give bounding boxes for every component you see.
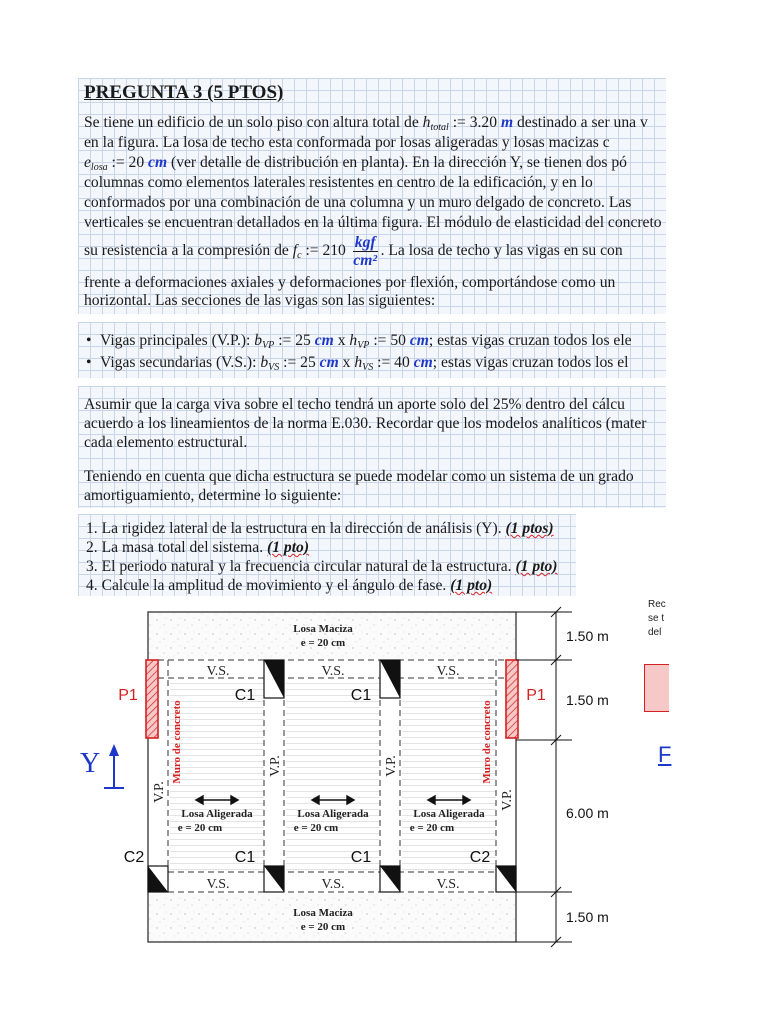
ribbed-slab-panel-2: [286, 678, 380, 870]
side-note-cropped: Rec se t del: [648, 599, 666, 638]
beam-sections: [78, 322, 666, 378]
column-c1-top-right: [380, 660, 400, 698]
units-fraction: $\frac{\text{kgf}}{\text{cm²}}$: [353, 234, 378, 269]
column-tag-c1-top-left: C1: [234, 687, 256, 704]
column-c1-bottom-right: [380, 866, 400, 892]
question-4: 4. Calcule la amplitud de movimiento y el ángulo de fase. (1 pto): [86, 577, 493, 594]
concrete-wall-label-left: Muro de concreto: [171, 700, 183, 784]
statement-line-3: $e_{losa}$ := 20 cm (ver detalle de distribución en planta). En la dirección Y, se tienen dos pó: [84, 154, 627, 173]
statement-line-9: horizontal. Las secciones de las vigas son las siguientes:: [84, 292, 436, 309]
statement-line-2: en la figura. La losa de techo esta conformada por losas aligeradas y losas macizas c: [84, 134, 610, 151]
dimension-4: 1.50 m: [566, 909, 609, 925]
problem-statement: [78, 78, 666, 314]
column-c1-bottom-left: [264, 866, 284, 892]
statement-line-1: Se tiene un edificio de un solo piso con altura total de $h_{total}$ := 3.20 m destinado a ser una v: [84, 114, 648, 133]
dimension-2: 1.50 m: [566, 692, 609, 708]
note-line-2: acuerdo a los lineamientos de la norma E.030. Recordar que los modelos analíticos (mater: [84, 415, 647, 432]
secondary-beam-label-3: V.S.: [436, 664, 460, 679]
ribbed-slab-thickness-2: e = 20 cm: [293, 822, 339, 834]
concrete-wall-label-right: Muro de concreto: [481, 700, 493, 784]
column-tag-c1-bottom-left: C1: [234, 849, 256, 866]
floor-plan-figure: [0, 598, 640, 958]
ribbed-slab-label-1: Losa Aligerada: [181, 808, 253, 820]
statement-line-5: conformados por una combinación de una columna y un muro delgado de concreto. Las: [84, 194, 632, 211]
column-c2-bottom-left: [148, 866, 168, 892]
solid-slab-top-label: Losa Maciza: [293, 623, 353, 635]
side-wall-swatch: [644, 664, 669, 712]
column-tag-c2-left: C2: [123, 849, 145, 866]
wall-p1-left: [146, 660, 158, 738]
wall-tag-p1-right: P1: [526, 687, 546, 704]
column-tag-c2-right: C2: [469, 849, 491, 866]
dimension-3: 6.00 m: [566, 805, 609, 821]
main-beam-label-4: V.P.: [500, 789, 515, 811]
secondary-beam-label-5: V.S.: [321, 877, 345, 892]
main-beam-label-2: V.P.: [268, 755, 283, 777]
statement-line-8: frente a deformaciones axiales y deformaciones por flexión, comportándose como un: [84, 274, 616, 291]
column-tag-c1-bottom-right: C1: [350, 849, 372, 866]
question-1: 1. La rigidez lateral de la estructura en la dirección de análisis (Y). (1 ptos): [86, 520, 554, 537]
note-line-1: Asumir que la carga viva sobre el techo tendrá un aporte solo del 25% dentro del cálcu: [84, 396, 625, 413]
secondary-beam-label-4: V.S.: [206, 877, 230, 892]
question-3: 3. El periodo natural y la frecuencia circular natural de la estructura. (1 pto): [86, 558, 558, 575]
note-line-4: Teniendo en cuenta que dicha estructura se puede modelar como un sistema de un grado: [84, 468, 634, 485]
y-axis-label: Y: [80, 748, 101, 779]
ribbed-slab-label-3: Losa Aligerada: [413, 808, 485, 820]
statement-line-7: su resistencia a la compresión de $f_c$ := 210 $\frac{\text{kgf}}{\text{cm²}}$ . La losa de techo y las vigas en su con: [84, 234, 623, 269]
statement-line-4: columnas como elementos laterales resistentes en centro de la edificación, y en lo: [84, 174, 593, 191]
note-line-3: cada elemento estructural.: [84, 434, 248, 451]
analysis-notes: [78, 386, 666, 508]
solid-slab-bottom-thickness: e = 20 cm: [300, 921, 346, 933]
y-axis-indicator: [80, 744, 124, 788]
column-tag-c1-top-right: C1: [350, 687, 372, 704]
column-c2-bottom-right: [496, 866, 516, 892]
secondary-beam-label-2: V.S.: [321, 664, 345, 679]
statement-line-6: verticales se encuentran detallados en la última figura. El módulo de elasticidad del concreto: [84, 214, 662, 231]
ribbed-slab-label-2: Losa Aligerada: [297, 808, 369, 820]
question-2: 2. La masa total del sistema. (1 pto): [86, 539, 310, 556]
dimension-1: 1.50 m: [566, 628, 609, 644]
ribbed-slab-thickness-3: e = 20 cm: [409, 822, 455, 834]
wall-p1-right: [506, 660, 518, 738]
dimension-lines: [516, 607, 572, 947]
wall-tag-p1-left: P1: [118, 687, 138, 704]
beam-vp-item: • Vigas principales (V.P.): $b_{VP}$ := 25 cm x $h_{VP}$ := 50 cm; estas vigas cruzan todos los ele: [100, 332, 632, 351]
solid-slab-top: [149, 613, 515, 659]
questions-list: [78, 514, 576, 596]
note-line-5: amortiguamiento, determine lo siguiente:: [84, 487, 342, 504]
column-c1-top-left: [264, 660, 284, 698]
problem-title: PREGUNTA 3 (5 PTOS): [84, 82, 284, 103]
main-beam-label-1: V.P.: [152, 781, 167, 803]
main-beam-label-3: V.P.: [384, 755, 399, 777]
secondary-beam-label-6: V.S.: [436, 877, 460, 892]
solid-slab-top-thickness: e = 20 cm: [300, 637, 346, 649]
ribbed-slab-thickness-1: e = 20 cm: [177, 822, 223, 834]
ribbed-slab-panel-1: [170, 678, 264, 870]
beam-vs-item: • Vigas secundarias (V.S.): $b_{VS}$ := 25 cm x $h_{VS}$ := 40 cm; estas vigas cruzan todos los el: [100, 354, 629, 373]
side-letter: F: [658, 742, 672, 767]
secondary-beam-label-1: V.S.: [206, 664, 230, 679]
solid-slab-bottom-label: Losa Maciza: [293, 907, 353, 919]
